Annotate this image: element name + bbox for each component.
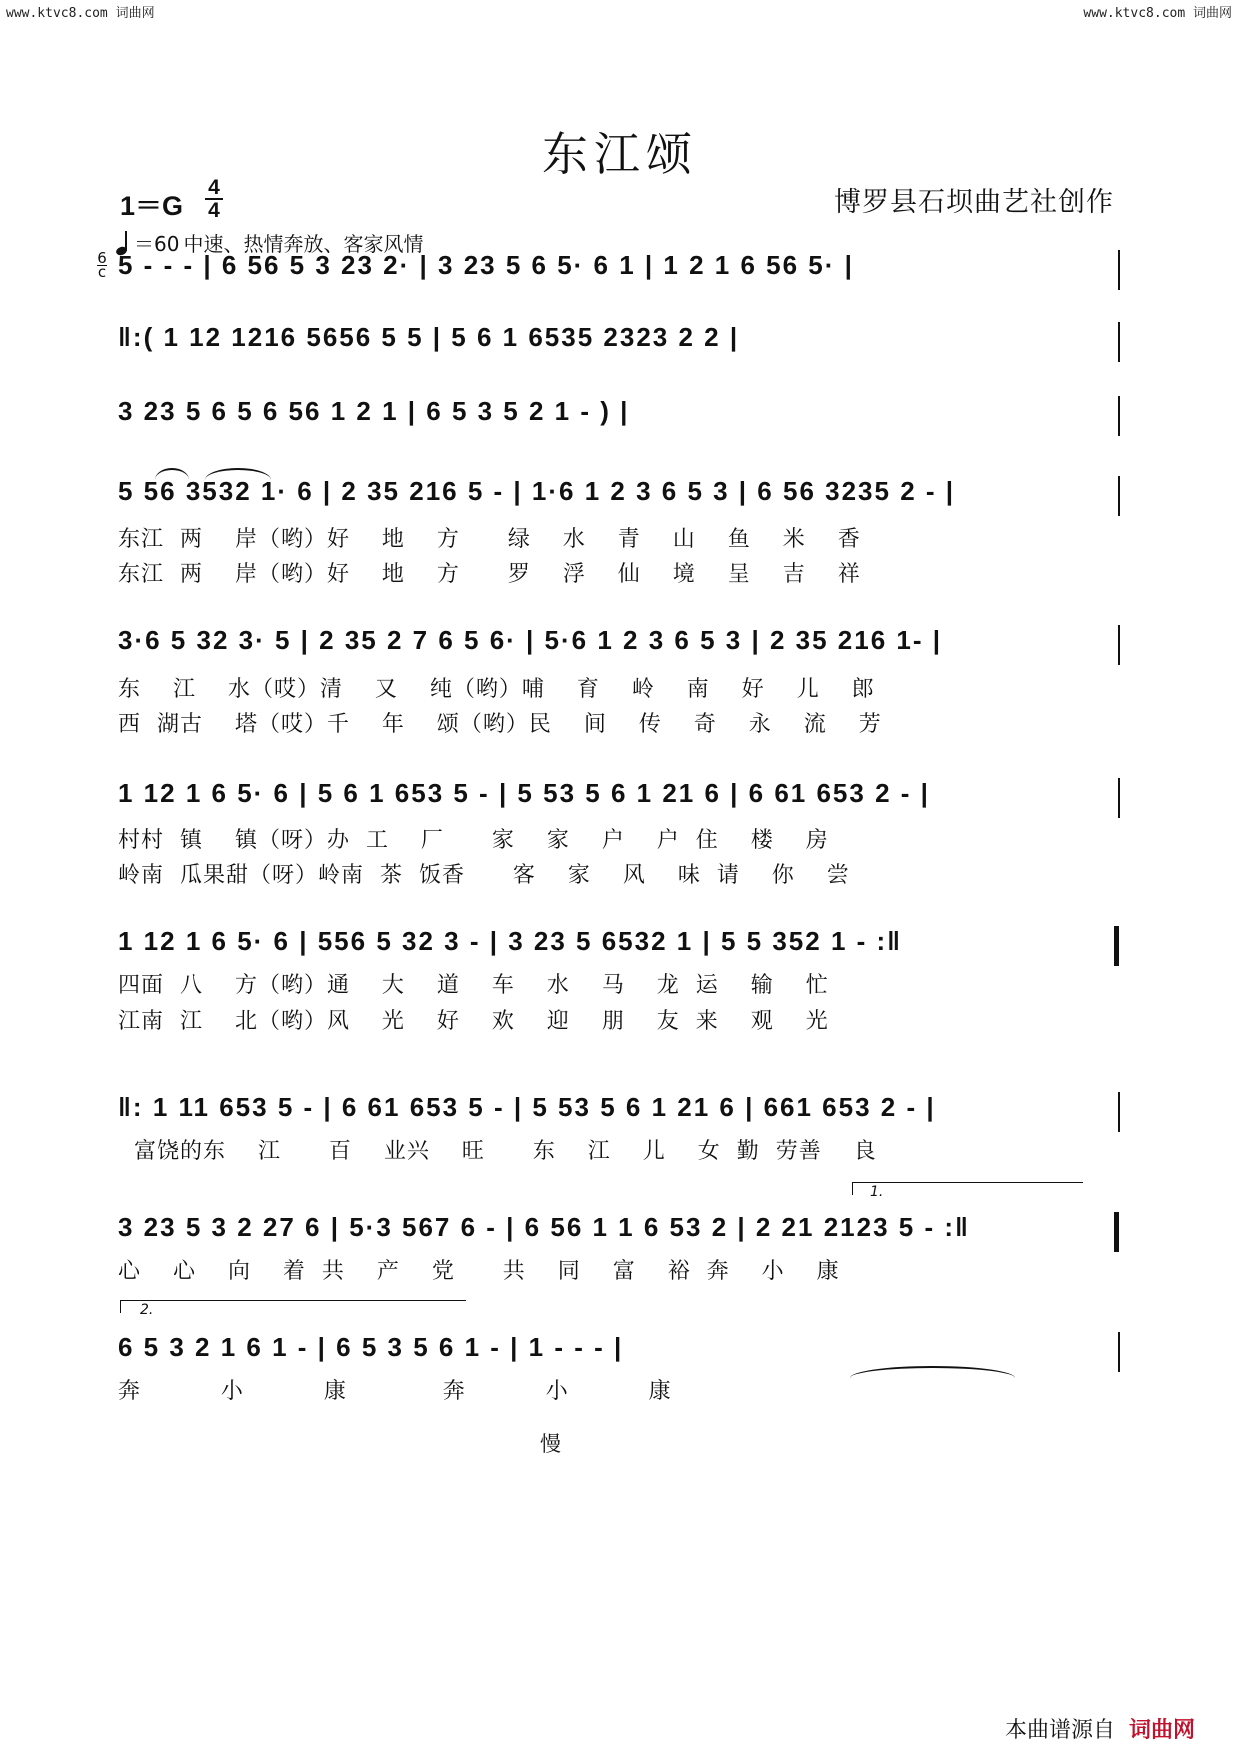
barline bbox=[1118, 778, 1120, 818]
lyric-row-9: 心 心 向 着 共 产 党 共 同 富 裕 奔 小 康 bbox=[118, 1259, 840, 1284]
score-row-2: ‖:( 1 12 1216 5656 5 5 | 5 6 1 6535 2323 2 2 | bbox=[118, 322, 740, 352]
repeat-end-barline bbox=[1114, 926, 1119, 966]
barline bbox=[1118, 322, 1120, 362]
tempo-description: 中速、热情奔放、客家风情 bbox=[183, 232, 424, 256]
time-signature-bottom: 4 bbox=[208, 199, 220, 222]
lyric-row-6-verse-2: 岭南 瓜果甜（呀）岭南 茶 饭香 客 家 风 味 请 你 尝 bbox=[118, 863, 850, 888]
volta-second-bracket bbox=[120, 1300, 466, 1313]
guitar-fraction-top: 6 bbox=[97, 249, 107, 267]
key-signature: 1＝G bbox=[120, 191, 184, 221]
watermark-left: www.ktvc8.com 词曲网 bbox=[6, 6, 155, 21]
score-row-10: 6 5 3 2 1 6 1 - | 6 5 3 5 6 1 - | 1 - - - | bbox=[118, 1332, 624, 1362]
repeat-end-barline bbox=[1114, 1212, 1119, 1252]
slur-mark bbox=[155, 468, 189, 480]
time-signature-top: 4 bbox=[208, 176, 220, 199]
footer-brand-link[interactable]: 词曲网 bbox=[1128, 1718, 1195, 1743]
guitar-fraction-bottom: c bbox=[97, 263, 107, 281]
barline bbox=[1118, 250, 1120, 290]
lyric-row-5-verse-2: 西 湖古 塔（哎）千 年 颂（哟）民 间 传 奇 永 流 芳 bbox=[118, 712, 882, 737]
final-barline bbox=[1118, 1332, 1120, 1372]
score-row-3: 3 23 5 6 5 6 56 1 2 1 | 6 5 3 5 2 1 - ) | bbox=[118, 396, 630, 426]
time-signature bbox=[205, 178, 223, 220]
lyric-row-5-verse-1: 东 江 水（哎）清 又 纯（哟）哺 育 岭 南 好 儿 郎 bbox=[118, 677, 875, 702]
tempo-change-slow: 慢 bbox=[540, 1432, 561, 1456]
footer-credit bbox=[1005, 1713, 1195, 1744]
lyric-row-6-verse-1: 村村 镇 镇（呀）办 工 厂 家 家 户 户 住 楼 房 bbox=[118, 828, 829, 853]
lyric-row-7-verse-2: 江南 江 北（哟）风 光 好 欢 迎 朋 友 来 观 光 bbox=[118, 1009, 829, 1034]
score-row-6: 1 12 1 6 5· 6 | 5 6 1 653 5 - | 5 53 5 6 1 21 6 | 6 61 653 2 - | bbox=[118, 778, 930, 808]
barline bbox=[1118, 625, 1120, 665]
score-row-8: ‖: 1 11 653 5 - | 6 61 653 5 - | 5 53 5 6 1 21 6 | 661 653 2 - | bbox=[118, 1092, 936, 1122]
volta-first-label: 1. bbox=[870, 1184, 884, 1200]
slur-mark bbox=[205, 468, 271, 480]
tempo-value: ＝60 bbox=[134, 232, 180, 256]
footer-source: 本曲谱源自 bbox=[1004, 1718, 1115, 1743]
barline bbox=[1118, 1092, 1120, 1132]
barline bbox=[1118, 396, 1120, 436]
composer-credit: 博罗县石坝曲艺社创作 bbox=[834, 187, 1114, 218]
score-row-7: 1 12 1 6 5· 6 | 556 5 32 3 - | 3 23 5 6532 1 | 5 5 352 1 - :‖ bbox=[118, 926, 903, 956]
song-title: 东江颂 bbox=[542, 127, 698, 181]
guitar-fraction bbox=[97, 249, 107, 281]
barline bbox=[1118, 476, 1120, 516]
volta-second-label: 2. bbox=[140, 1302, 154, 1318]
lyric-row-10: 奔 小 康 奔 小 康 bbox=[118, 1379, 672, 1404]
watermark-right: www.ktvc8.com 词曲网 bbox=[1083, 6, 1232, 21]
lyric-row-4-verse-2: 东江 两 岸（哟）好 地 方 罗 浮 仙 境 呈 吉 祥 bbox=[118, 562, 861, 587]
tie-mark bbox=[850, 1366, 1015, 1378]
lyric-row-4-verse-1: 东江 两 岸（哟）好 地 方 绿 水 青 山 鱼 米 香 bbox=[118, 527, 861, 552]
score-row-4: 5 56 3532 1· 6 | 2 35 216 5 - | 1·6 1 2 3 6 5 3 | 6 56 3235 2 - | bbox=[118, 476, 956, 506]
volta-first-bracket bbox=[852, 1182, 1083, 1195]
score-row-9: 3 23 5 3 2 27 6 | 5·3 567 6 - | 6 56 1 1 6 53 2 | 2 21 2123 5 - :‖ bbox=[118, 1212, 970, 1242]
score-row-5: 3·6 5 32 3· 5 | 2 35 2 7 6 5 6· | 5·6 1 2 3 6 5 3 | 2 35 216 1- | bbox=[118, 625, 943, 655]
lyric-row-7-verse-1: 四面 八 方（哟）通 大 道 车 水 马 龙 运 输 忙 bbox=[118, 973, 829, 998]
score-row-1: 5 - - - | 6 56 5 3 23 2· | 3 23 5 6 5· 6 1 | 1 2 1 6 56 5· | bbox=[118, 250, 854, 280]
lyric-row-8: 富饶的东 江 百 业兴 旺 东 江 儿 女 勤 劳善 良 bbox=[118, 1139, 877, 1164]
